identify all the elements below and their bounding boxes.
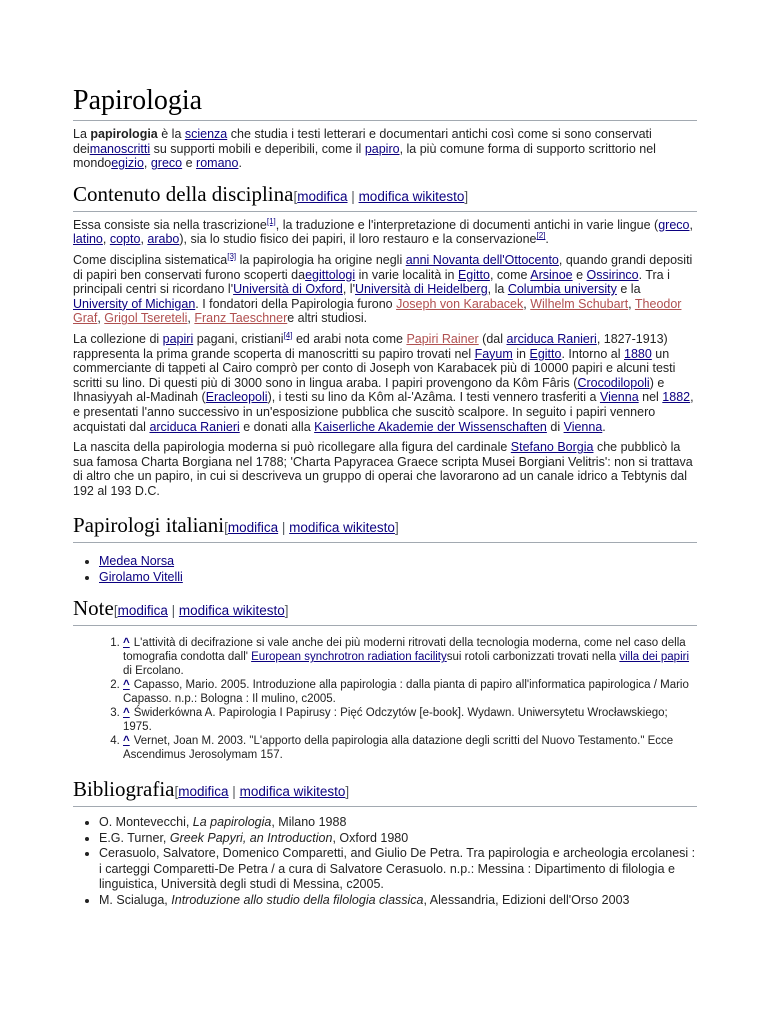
text: , [102, 232, 110, 247]
note-item [123, 706, 697, 734]
text: , la traduzione e l'interpretazione di documenti antichi in varie lingue ( [275, 217, 659, 232]
text: . I fondatori della Papirologia furono [195, 296, 397, 311]
paragraph-4 [73, 440, 697, 498]
edit-links: [modifica | modifica wikitesto] [113, 603, 289, 619]
redlink-karabacek[interactable]: Joseph von Karabacek [396, 296, 524, 311]
paragraph-3 [73, 332, 697, 434]
link-girolamo-vitelli[interactable]: Girolamo Vitelli [99, 570, 183, 585]
text: ed arabi nota come [292, 331, 407, 346]
edit-wikitext-link[interactable]: modifica wikitesto [239, 784, 346, 800]
link-kaiserliche-akademie[interactable]: Kaiserliche Akademie der Wissenschaften [314, 419, 547, 434]
link-ossirinco[interactable]: Ossirinco [586, 267, 639, 282]
link-1882[interactable]: 1882 [662, 390, 691, 405]
text: in [512, 346, 530, 361]
bib-item [99, 831, 697, 847]
link-egittologi[interactable]: egittologi [305, 267, 356, 282]
link-stefano-borgia[interactable]: Stefano Borgia [510, 440, 594, 455]
edit-link[interactable]: modifica [227, 520, 279, 536]
edit-separator: | [281, 520, 286, 536]
text: . [545, 232, 549, 247]
text: un commerciante di tappeti al Cairo comprò per conto di Joseph von Karabacek più di 10000 papiri e alcuni testi scritti su lino. Di questi più di 3000 sono in lingua araba. I papiri provengono da Kôm Fâris ( [73, 346, 676, 390]
redlink-schubart[interactable]: Wilhelm Schubart [530, 296, 629, 311]
link-heidelberg[interactable]: Università di Heidelberg [354, 282, 488, 297]
edit-separator: | [171, 603, 176, 619]
ref-link-3[interactable]: [3] [227, 251, 237, 261]
link-scienza[interactable]: scienza [184, 127, 228, 141]
text: , [140, 232, 148, 247]
section-heading-papirologi [73, 512, 697, 543]
redlink-tsereteli[interactable]: Grigol Tsereteli [104, 311, 188, 326]
paragraph-1 [73, 218, 697, 247]
text: è la [157, 127, 185, 141]
text: , quando grandi depositi di papiri ben conservati furono scoperti da [73, 252, 693, 282]
link-1880[interactable]: 1880 [624, 346, 652, 361]
papirologi-list [73, 553, 697, 585]
text: in varie località in [355, 267, 458, 282]
article-content [73, 84, 697, 912]
text: su supporti mobili e deperibili, come il [150, 141, 365, 156]
link-egitto[interactable]: Egitto [457, 267, 490, 282]
redlink-graf[interactable]: Theodor Graf [73, 296, 682, 326]
text: La collezione di [73, 331, 163, 346]
link-arciduca-ranieri[interactable]: arciduca Ranieri [506, 331, 597, 346]
edit-link[interactable]: modifica [178, 784, 229, 800]
link-greco[interactable]: greco [150, 156, 183, 171]
backlink-caret[interactable]: ^ [123, 707, 130, 720]
link-arabo[interactable]: arabo [147, 232, 180, 247]
text: Vernet, Joan M. 2003. "L'apporto della papirologia alla datazione degli scritti del Nuovo Testamento." Ecce Ascendimus Jerosolymam 157. [123, 735, 674, 762]
text: Świderkówna A. Papirologia I Papirusy : Pięć Odczytów [e-book]. Wydawn. Uniwersytetu Wrocławskiego; 1975. [123, 707, 668, 734]
edit-wikitext-link[interactable]: modifica wikitesto [289, 520, 395, 536]
text: , la [487, 282, 508, 297]
note-item [123, 734, 697, 762]
bib-item [99, 846, 697, 893]
link-eracleopoli[interactable]: Eracleopoli [205, 390, 268, 405]
page-title: Papirologia [73, 84, 697, 121]
link-michigan[interactable]: University of Michigan [73, 296, 196, 311]
bib-item [99, 893, 697, 909]
link-anni-novanta[interactable]: anni Novanta dell'Ottocento [405, 252, 559, 267]
edit-links: [modifica | modifica wikitesto] [174, 784, 350, 800]
link-villa-dei-papiri[interactable]: villa dei papiri [619, 651, 690, 664]
text: sui rotoli carbonizzati trovati nella [446, 651, 620, 664]
ref-link-1[interactable]: [1] [266, 216, 276, 226]
section-heading-bibliografia [73, 776, 697, 807]
text: , come [489, 267, 531, 282]
backlink-caret[interactable]: ^ [123, 637, 130, 650]
text: , Milano 1988 [271, 815, 347, 830]
text: , [689, 217, 693, 232]
text: (dal [478, 331, 507, 346]
text: , 1827-1913) rappresenta la prima grande scoperta di manoscritti su papiro trovati nel [73, 331, 668, 361]
heading-text: Note [73, 596, 114, 621]
list-item [99, 569, 697, 585]
text: La nascita della papirologia moderna si può ricollegare alla figura del cardinale [73, 440, 511, 455]
link-egizio[interactable]: egizio [111, 156, 144, 171]
link-manoscritti[interactable]: manoscritti [89, 141, 151, 156]
text: di [546, 419, 564, 434]
link-vienna-2[interactable]: Vienna [563, 419, 603, 434]
text: , [97, 311, 105, 326]
bold-term: papirologia [90, 127, 158, 141]
text: . Intorno al [561, 346, 624, 361]
link-papiri[interactable]: papiri [162, 331, 194, 346]
edit-wikitext-link[interactable]: modifica wikitesto [358, 188, 465, 204]
redlink-taeschner[interactable]: Franz Taeschner [194, 311, 288, 326]
text: Come disciplina sistematica [73, 252, 228, 267]
backlink-caret[interactable]: ^ [123, 679, 130, 692]
edit-separator: | [351, 188, 355, 204]
heading-text: Papirologi italiani [73, 513, 225, 538]
edit-link[interactable]: modifica [297, 188, 348, 204]
link-columbia[interactable]: Columbia university [507, 282, 617, 297]
text: , Alessandria, Edizioni dell'Orso 2003 [423, 892, 630, 907]
edit-link[interactable]: modifica [117, 603, 168, 619]
heading-text: Contenuto della disciplina [73, 181, 294, 206]
text: , la più comune forma di supporto scrittorio nel mondo [73, 141, 656, 171]
book-title: Greek Papyri, an Introduction [169, 830, 333, 845]
ref-link-2[interactable]: [2] [536, 231, 546, 241]
edit-links: [modifica | modifica wikitesto] [293, 188, 469, 204]
text: che pubblicò la sua famosa Charta Borgiana nel 1788; 'Charta Papyracea Graece scripta Musei Borgiani Velitris': non si trattava di altro che un papiro, in cui si descriveva un gruppo di operai che lavorarono ad un canale idrico a Tebtynis dal 192 al 193 D.C. [73, 440, 693, 498]
note-item [123, 678, 697, 706]
text: ), i testi su lino da Kôm al-'Azâma. I testi vennero trasferiti a [267, 390, 600, 405]
book-title: Introduzione allo studio della filologia classica [171, 892, 424, 907]
text: ), sia lo studio fisico dei papiri, il loro restauro e la conservazione [179, 232, 537, 247]
text: di Ercolano. [123, 665, 184, 678]
text: . [602, 419, 606, 434]
text: e donati alla [239, 419, 315, 434]
text: e la [616, 282, 641, 297]
text: Essa consiste sia nella trascrizione [73, 217, 267, 232]
list-item [99, 553, 697, 569]
text: la papirologia ha origine negli [236, 252, 406, 267]
note-item [123, 636, 697, 678]
link-arsinoe[interactable]: Arsinoe [530, 267, 573, 282]
ref-link-4[interactable]: [4] [283, 330, 293, 340]
text: nel [638, 390, 663, 405]
link-arciduca-ranieri-2[interactable]: arciduca Ranieri [149, 419, 240, 434]
text: , [143, 156, 151, 171]
text: La [73, 127, 91, 141]
link-crocodilopoli[interactable]: Crocodilopoli [577, 375, 650, 390]
text: M. Scialuga, [99, 892, 172, 907]
section-heading-note [73, 595, 697, 626]
text: , [523, 296, 531, 311]
bib-item [99, 815, 697, 831]
text: pagani, cristiani [193, 331, 284, 346]
text: che studia i testi letterari e documentari antichi così come si sono conservati dei [73, 127, 652, 156]
text: , Oxford 1980 [332, 830, 409, 845]
text: Cerasuolo, Salvatore, Domenico Comparetti, and Giulio De Petra. Tra papirologia e archeologia ercolanesi : i carteggi Comparetti-De Petra / a cura di Salvatore Cerasuolo. n.p.: Messina : Dipartimento di filologia e linguistica, Università degli studi di Messina, c2005. [99, 846, 696, 892]
text: E.G. Turner, [99, 830, 170, 845]
edit-separator: | [232, 784, 236, 800]
heading-text: Bibliografia [73, 777, 175, 802]
text: , [628, 296, 635, 311]
link-oxford[interactable]: Università di Oxford [233, 282, 343, 297]
paragraph-2 [73, 253, 697, 326]
link-esrf[interactable]: European synchrotron radiation facility [251, 651, 447, 664]
link-greco[interactable]: greco [658, 217, 690, 232]
link-romano[interactable]: romano [196, 156, 239, 171]
book-title: La papirologia [192, 815, 272, 830]
backlink-caret[interactable]: ^ [123, 735, 130, 748]
link-medea-norsa[interactable]: Medea Norsa [99, 554, 175, 569]
text: e [572, 267, 587, 282]
text: , l' [342, 282, 355, 297]
link-egitto[interactable]: Egitto [529, 346, 562, 361]
link-papiro[interactable]: papiro [364, 141, 400, 156]
text: , e presentati l'anno successivo in un'esposizione pubblica che suscitò scalpore. In seguito i papiri vennero acquistati dal [73, 390, 694, 434]
notes-list [73, 636, 697, 762]
edit-links: [modifica | modifica wikitesto] [224, 520, 399, 536]
link-fayum[interactable]: Fayum [474, 346, 513, 361]
intro-paragraph [73, 127, 697, 171]
text: e altri studiosi. [287, 311, 368, 326]
text: Capasso, Mario. 2005. Introduzione alla papirologia : dalla pianta di papiro all'informatica papirologica / Mario Capasso. n.p.: Bologna : Il mulino, c2005. [123, 679, 689, 706]
link-copto[interactable]: copto [109, 232, 141, 247]
text: . [238, 156, 242, 171]
bibliography-list [73, 815, 697, 908]
text: L'attività di decifrazione si vale anche dei più moderni ritrovati della tecnologia moderna, come nel caso della tomografia condotta dall' [123, 637, 686, 664]
section-heading-contenuto [73, 181, 697, 212]
edit-wikitext-link[interactable]: modifica wikitesto [178, 603, 285, 619]
text: O. Montevecchi, [99, 815, 193, 830]
redlink-papiri-rainer[interactable]: Papiri Rainer [406, 331, 479, 346]
link-latino[interactable]: latino [73, 232, 103, 247]
text: . Tra i principali centri si ricordano l' [73, 267, 670, 297]
text: , [187, 311, 195, 326]
text: e [182, 156, 197, 171]
link-vienna[interactable]: Vienna [599, 390, 639, 405]
text: ) e Ihnasiyyah al-Madinah ( [73, 375, 665, 405]
